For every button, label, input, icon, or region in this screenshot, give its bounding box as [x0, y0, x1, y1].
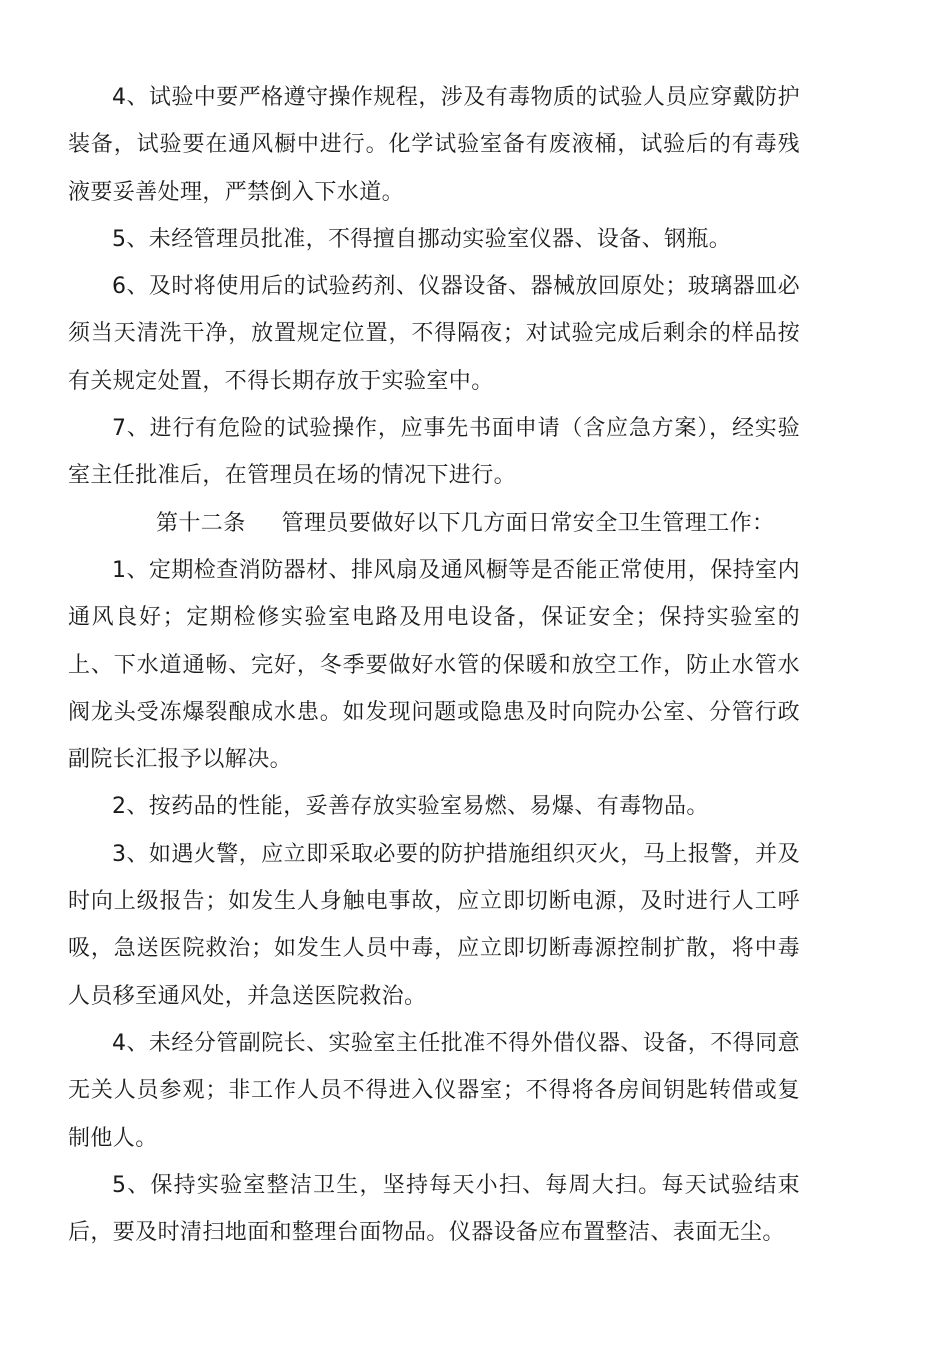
article-number: 第十二条: [156, 510, 246, 536]
article-12-item-5: 5、保持实验室整洁卫生，坚持每天小扫、每周大扫。每天试验结束后，要及时清扫地面和整理台面物品。仪器设备应布置整洁、表面无尘。: [68, 1172, 800, 1246]
article-12-item-3: 3、如遇火警，应立即采取必要的防护措施组织灭火，马上报警，并及时向上级报告；如发生人身触电事故，应立即切断电源，及时进行人工呼吸，急送医院救治；如发生人员中毒，应立即切断毒源控制扩散，将中毒人员移至通风处，并急送医院救治。: [68, 841, 800, 1009]
paragraph-item-6: 6、及时将使用后的试验药剂、仪器设备、器械放回原处；玻璃器皿必须当天清洗干净，放置规定位置，不得隔夜；对试验完成后剩余的样品按有关规定处置，不得长期存放于实验室中。: [68, 274, 800, 394]
article-12-item-2: 2、按药品的性能，妥善存放实验室易燃、易爆、有毒物品。: [112, 794, 709, 820]
paragraph-item-5: 5、未经管理员批准，不得擅自挪动实验室仪器、设备、钢瓶。: [112, 226, 732, 252]
article-12-heading: [68, 500, 800, 547]
paragraph-item-7: 7、进行有危险的试验操作，应事先书面申请（含应急方案），经实验室主任批准后，在管理员在场的情况下进行。: [68, 416, 800, 489]
paragraph-item-4: 4、试验中要严格遵守操作规程，涉及有毒物质的试验人员应穿戴防护装备，试验要在通风橱中进行。化学试验室备有废液桶，试验后的有毒残液要妥善处理，严禁倒入下水道。: [68, 85, 800, 205]
document-page: [68, 74, 800, 1256]
article-12-item-1: 1、定期检查消防器材、排风扇及通风橱等是否能正常使用，保持室内通风良好；定期检修实验室电路及用电设备，保证安全；保持实验室的上、下水道通畅、完好，冬季要做好水管的保暖和放空工作，防止水管水阀龙头受冻爆裂酿成水患。如发现问题或隐患及时向院办公室、分管行政副院长汇报予以解决。: [68, 557, 800, 773]
article-12-item-4: 4、未经分管副院长、实验室主任批准不得外借仪器、设备，不得同意无关人员参观；非工作人员不得进入仪器室；不得将各房间钥匙转借或复制他人。: [68, 1030, 800, 1151]
article-text: 管理员要做好以下几方面日常安全卫生管理工作：: [281, 510, 775, 536]
